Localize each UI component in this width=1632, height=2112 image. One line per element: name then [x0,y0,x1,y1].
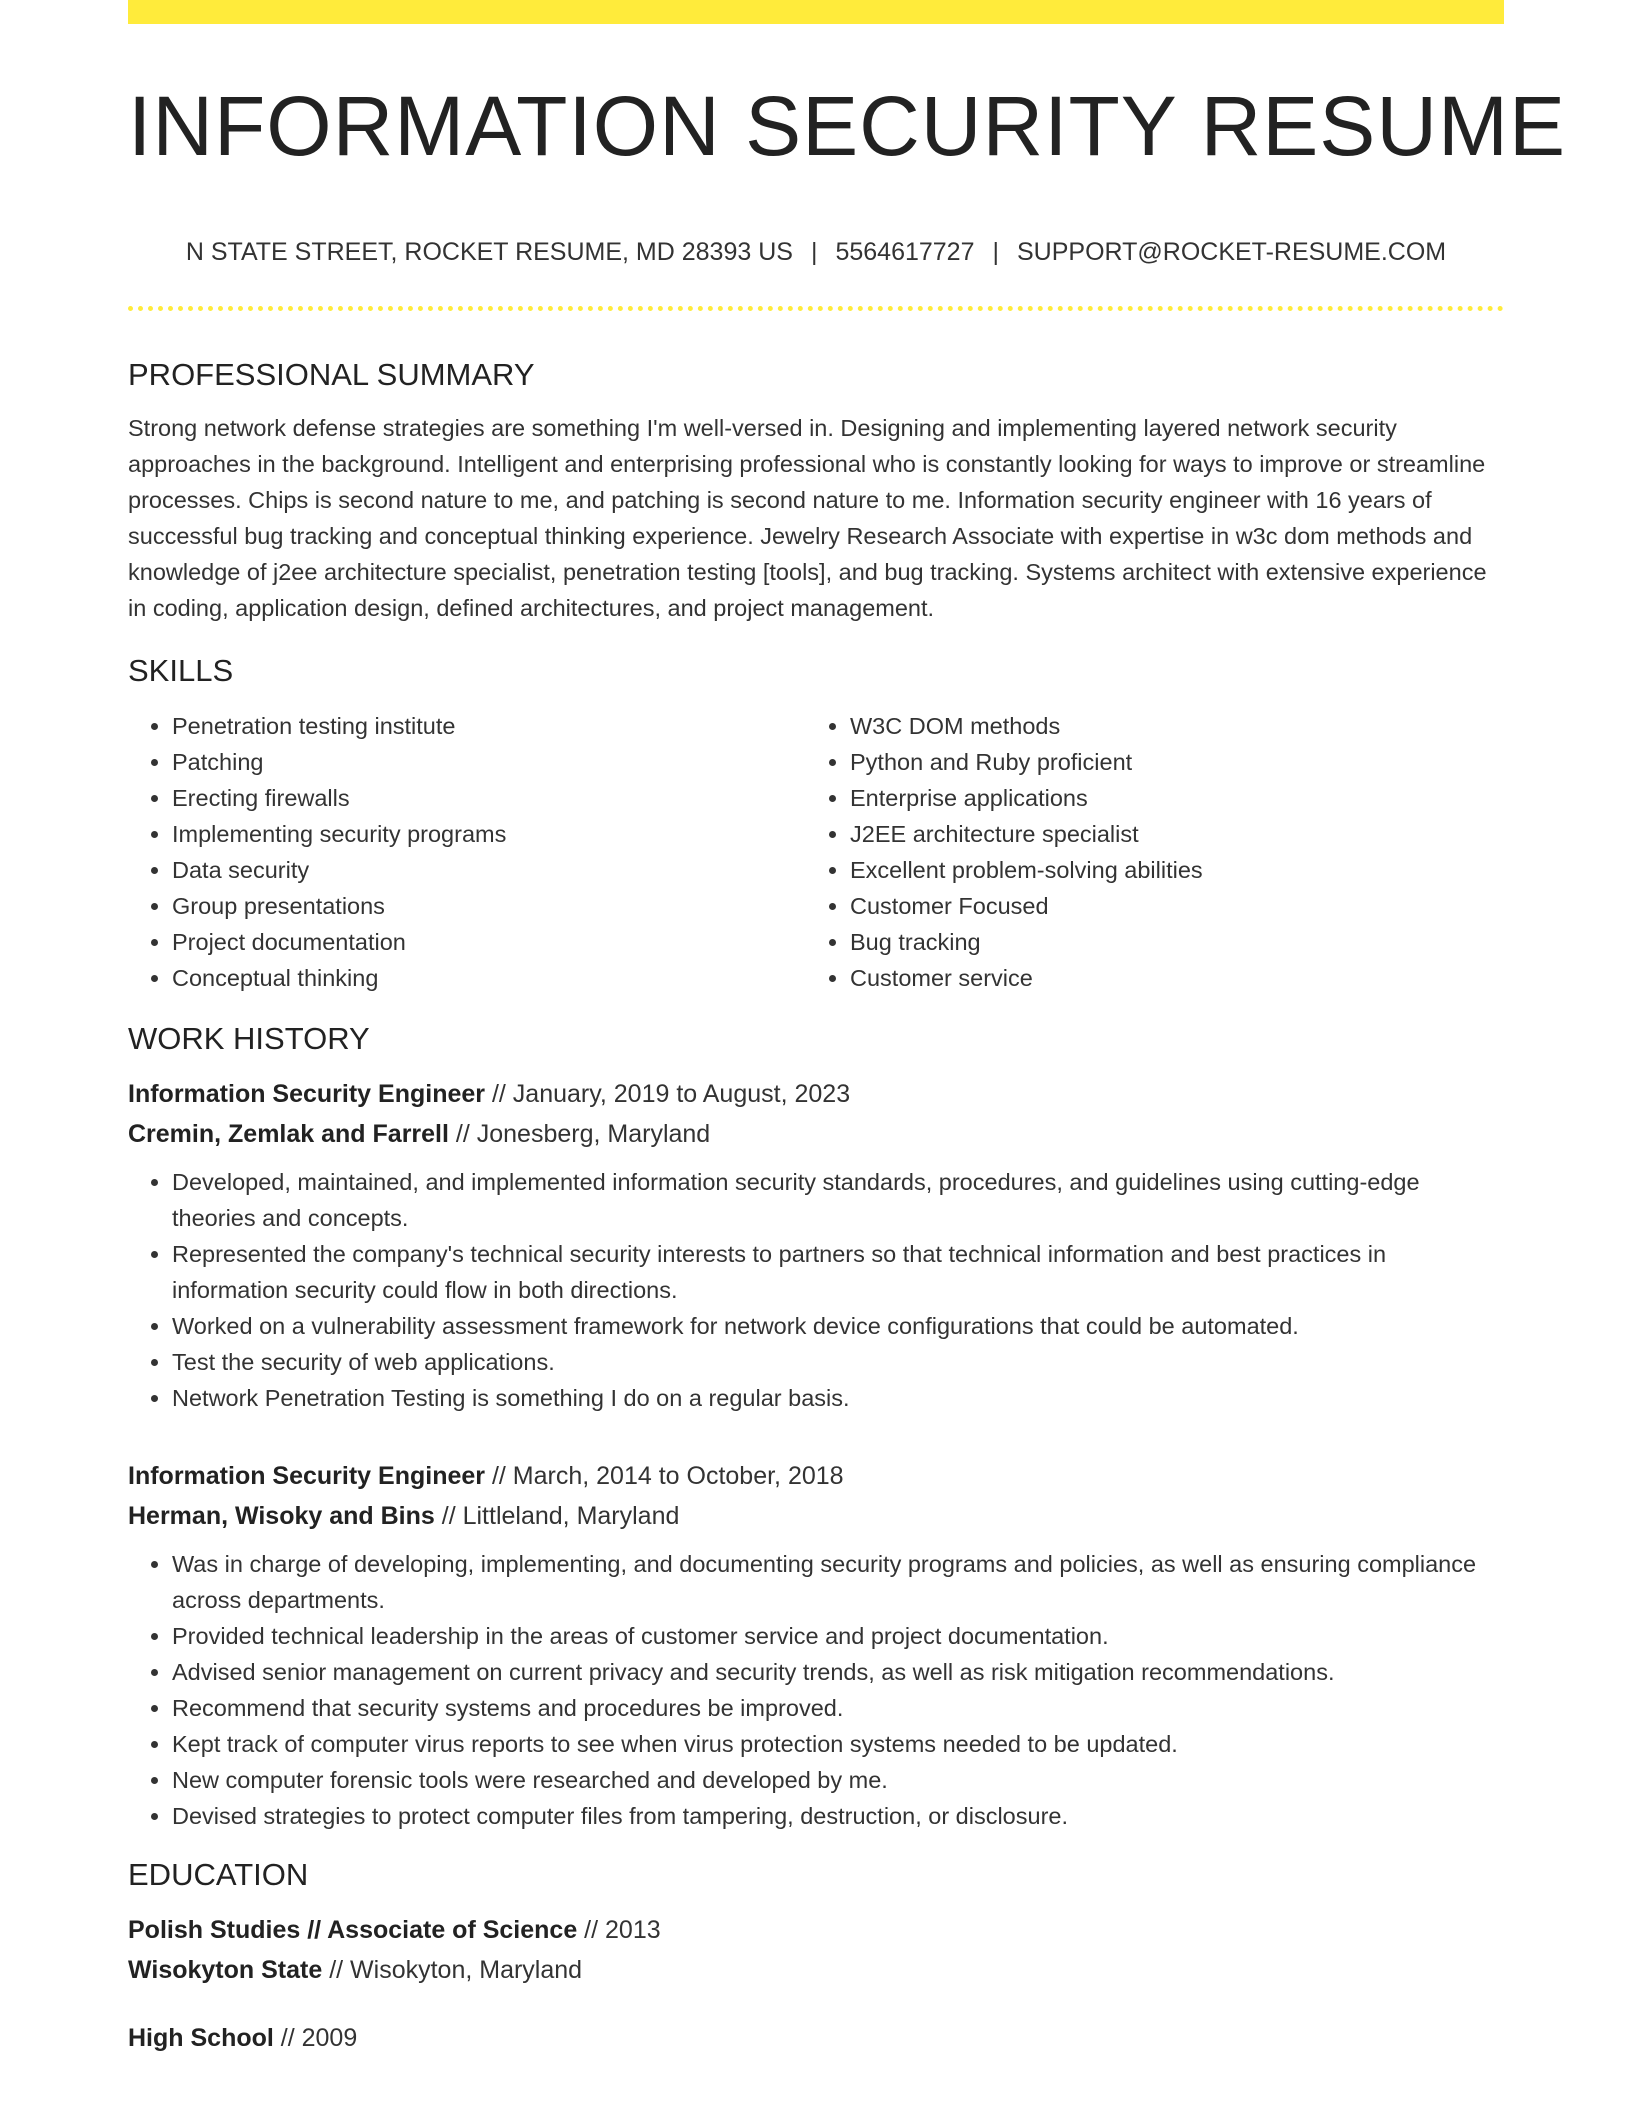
education-school: Wisokyton State [128,1956,323,1984]
education-school-line [128,1950,1504,1990]
job-role: Information Security Engineer [128,1080,486,1108]
job-entry [128,1074,1504,1416]
skill-item: • Customer Focused [850,888,1484,924]
job-company: Cremin, Zemlak and Farrell [128,1120,449,1148]
job-company-line [128,1114,1504,1154]
skill-item: • Patching [172,744,806,780]
contact-address: N STATE STREET, ROCKET RESUME, MD 28393 US [185,238,793,266]
skill-item: • Enterprise applications [850,780,1484,816]
job-company: Herman, Wisoky and Bins [128,1502,435,1530]
skill-item: • Implementing security programs [172,816,806,852]
education-degree: High School [128,2024,274,2052]
skill-item: • Excellent problem-solving abilities [850,852,1484,888]
section-title-summary: PROFESSIONAL SUMMARY [128,357,535,392]
contact-separator: | [992,238,999,266]
skill-item: • W3C DOM methods [850,708,1484,744]
job-bullet: • Worked on a vulnerability assessment framework for network device configurations that could be automated. [172,1308,1504,1344]
job-bullets [128,1164,1504,1416]
job-entry [128,1456,1504,1834]
job-dates: // January, 2019 to August, 2023 [491,1080,851,1108]
section-title-work: WORK HISTORY [128,1021,370,1056]
job-bullet: • Advised senior management on current privacy and security trends, as well as risk mitigation recommendations. [172,1654,1504,1690]
education-year: // 2013 [584,1916,661,1944]
job-bullet: • Devised strategies to protect computer files from tampering, destruction, or disclosure. [172,1798,1504,1834]
skill-item: • Customer service [850,960,1484,996]
job-dates: // March, 2014 to October, 2018 [491,1462,844,1490]
job-bullet: • Provided technical leadership in the areas of customer service and project documentation. [172,1618,1504,1654]
resume-title: INFORMATION SECURITY RESUME [128,79,1566,173]
job-role: Information Security Engineer [128,1462,486,1490]
education-entry [128,1910,1504,1990]
skill-item: • Bug tracking [850,924,1484,960]
skill-item: • Group presentations [172,888,806,924]
skills-list-left [128,708,806,996]
contact-separator: | [810,238,818,266]
job-role-line [128,1456,1504,1496]
job-bullet: • Kept track of computer virus reports to see when virus protection systems needed to be updated. [172,1726,1504,1762]
skills-columns [128,708,1504,996]
contact-phone: 5564617727 [835,238,975,266]
job-bullet: • Developed, maintained, and implemented information security standards, procedures, and guidelines using cutting-edge theories and concepts. [172,1164,1504,1236]
skill-item: • Conceptual thinking [172,960,806,996]
skills-list-right [806,708,1484,996]
header-divider [128,306,1504,311]
education-year: // 2009 [280,2024,358,2052]
job-bullets [128,1546,1504,1834]
education-entry [128,2018,1504,2058]
skill-item: • Erecting firewalls [172,780,806,816]
education-degree: Polish Studies // Associate of Science [128,1916,578,1944]
section-title-education: EDUCATION [128,1857,309,1892]
job-bullet: • New computer forensic tools were researched and developed by me. [172,1762,1504,1798]
education-degree-line [128,2018,1504,2058]
job-location: // Jonesberg, Maryland [455,1120,711,1148]
job-bullet: • Test the security of web applications. [172,1344,1504,1380]
summary-text: Strong network defense strategies are something I'm well-versed in. Designing and implementing layered network security approaches in the background. Intelligent and enterprising professional who is constantly looking for ways to improve or streamline processes. Chips is second nature to me, and patching is second nature to me. Information security engineer with 16 years of successful bug tracking and conceptual thinking experience. Jewelry Research Associate with expertise in w3c dom methods and knowledge of j2ee architecture specialist, penetration testing [tools], and bug tracking. Systems architect with extensive experience in coding, application design, defined architectures, and project management. [128,415,1487,621]
section-title-skills: SKILLS [128,653,234,688]
skill-item: • Penetration testing institute [172,708,806,744]
skill-item: • Data security [172,852,806,888]
resume-content [128,352,1504,2058]
education-location: // Wisokyton, Maryland [329,1956,583,1984]
job-company-line [128,1496,1504,1536]
job-location: // Littleland, Maryland [441,1502,680,1530]
job-bullet: • Represented the company's technical security interests to partners so that technical information and best practices in information security could flow in both directions. [172,1236,1504,1308]
skill-item: • J2EE architecture specialist [850,816,1484,852]
job-bullet: • Was in charge of developing, implementing, and documenting security programs and policies, as well as ensuring compliance across departments. [172,1546,1504,1618]
education-degree-line [128,1910,1504,1950]
contact-line [128,238,1504,267]
job-bullet: • Recommend that security systems and procedures be improved. [172,1690,1504,1726]
top-accent-bar [128,0,1504,24]
skill-item: • Project documentation [172,924,806,960]
job-role-line [128,1074,1504,1114]
skill-item: • Python and Ruby proficient [850,744,1484,780]
contact-email[interactable]: SUPPORT@ROCKET-RESUME.COM [1017,238,1447,266]
job-bullet: • Network Penetration Testing is something I do on a regular basis. [172,1380,1504,1416]
